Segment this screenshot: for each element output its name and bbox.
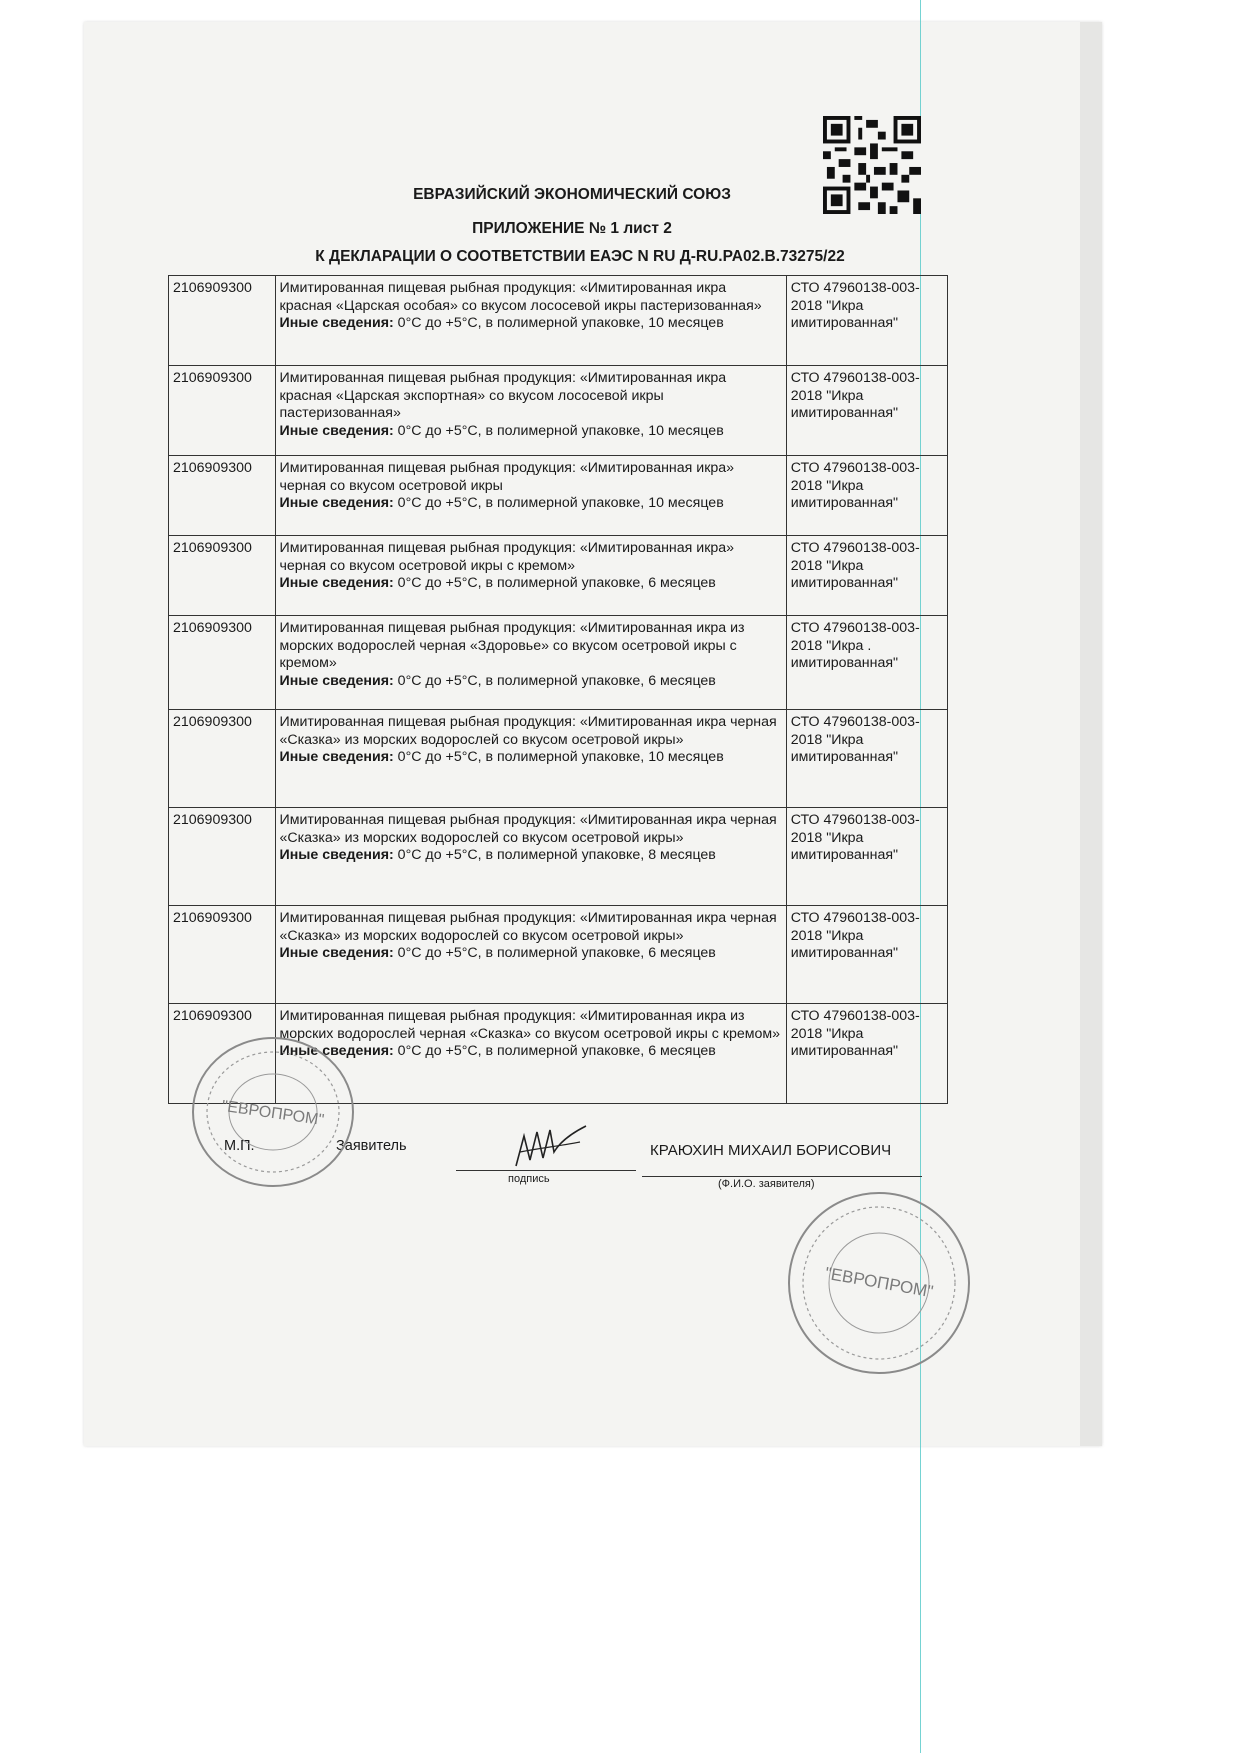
appendix-title: ПРИЛОЖЕНИЕ № 1 лист 2 (472, 220, 672, 237)
hs-code: 2106909300 (169, 906, 276, 1004)
other-info-label: Иные сведения: (279, 315, 394, 331)
table-row (169, 808, 948, 906)
other-info-label: Иные сведения: (279, 749, 394, 765)
product-description: Имитированная пищевая рыбная продукция: «Имитированная икра из морских водорослей черная «Сказка» со вкусом осетровой икры с кремом» (279, 1008, 781, 1042)
company-stamp-left (188, 1032, 358, 1192)
signature-line (456, 1170, 636, 1171)
scan-edge (1080, 22, 1102, 1446)
standard-reference: СТО 47960138-003-2018 "Икра имитированная" (786, 366, 947, 456)
product-description: Имитированная пищевая рыбная продукция: «Имитированная икра черная «Сказка» из морских водорослей со вкусом осетровой икры» (279, 714, 777, 748)
hs-code: 2106909300 (169, 616, 276, 710)
standard-reference: СТО 47960138-003-2018 "Икра имитированная" (786, 536, 947, 616)
name-caption: (Ф.И.О. заявителя) (718, 1178, 815, 1190)
hs-code: 2106909300 (169, 276, 276, 366)
product-description: Имитированная пищевая рыбная продукция: «Имитированная икра» черная со вкусом осетровой икры (279, 460, 735, 494)
other-info-value: 0°С до +5°С, в полимерной упаковке, 10 месяцев (393, 422, 724, 439)
declaration-title: К ДЕКЛАРАЦИИ О СООТВЕТСТВИИ ЕАЭС N RU Д-RU.PA02.B.73275/22 (315, 248, 845, 265)
signature-caption: подпись (508, 1173, 550, 1185)
applicant-name: КРАЮХИН МИХАИЛ БОРИСОВИЧ (650, 1142, 892, 1159)
product-description: Имитированная пищевая рыбная продукция: «Имитированная икра красная «Царская экспортная» со вкусом лососевой икры пастеризованная» (279, 370, 727, 421)
table-row (169, 710, 948, 808)
standard-reference: СТО 47960138-003-2018 "Икра имитированная" (786, 808, 947, 906)
other-info-value: 0°С до +5°С, в полимерной упаковке, 6 месяцев (393, 672, 716, 689)
table-row (169, 276, 948, 366)
product-description-cell (275, 456, 786, 536)
hs-code: 2106909300 (169, 456, 276, 536)
standard-reference: СТО 47960138-003-2018 "Икра имитированная" (786, 456, 947, 536)
products-table (168, 275, 948, 1104)
hs-code: 2106909300 (169, 710, 276, 808)
other-info-label: Иные сведения: (279, 672, 394, 689)
product-description-cell (275, 366, 786, 456)
other-info-label: Иные сведения: (279, 495, 394, 511)
product-description: Имитированная пищевая рыбная продукция: «Имитированная икра черная «Сказка» из морских водорослей со вкусом осетровой икры» (279, 910, 777, 944)
standard-reference: СТО 47960138-003-2018 "Икра . имитированная" (786, 616, 947, 710)
qr-code-icon (822, 116, 922, 214)
applicant-label: Заявитель (336, 1138, 407, 1154)
hs-code: 2106909300 (169, 808, 276, 906)
other-info-value: 0°С до +5°С, в полимерной упаковке, 6 месяцев (393, 1043, 716, 1059)
stamp-right-text: "ЕВРОПРОМ" (823, 1263, 935, 1302)
product-description-cell (275, 276, 786, 366)
signature-icon (510, 1122, 590, 1172)
table-row (169, 616, 948, 710)
table-row (169, 536, 948, 616)
product-description-cell (275, 536, 786, 616)
seal-label: М.П. (224, 1138, 255, 1154)
table-row (169, 366, 948, 456)
product-description: Имитированная пищевая рыбная продукция: «Имитированная икра из морских водорослей черная «Здоровье» со вкусом осетровой икры с кремом» (279, 620, 745, 671)
table-row (169, 906, 948, 1004)
other-info-label: Иные сведения: (279, 945, 394, 961)
standard-reference: СТО 47960138-003-2018 "Икра имитированная" (786, 710, 947, 808)
other-info-label: Иные сведения: (279, 847, 394, 863)
other-info-label: Иные сведения: (279, 1043, 394, 1059)
standard-reference: СТО 47960138-003-2018 "Икра имитированная" (786, 1004, 947, 1104)
hs-code: 2106909300 (169, 536, 276, 616)
stamp-left-text: "ЕВРОПРОМ" (220, 1097, 326, 1130)
standard-reference: СТО 47960138-003-2018 "Икра имитированная" (786, 276, 947, 366)
product-description-cell (275, 906, 786, 1004)
other-info-value: 0°С до +5°С, в полимерной упаковке, 10 месяцев (393, 315, 724, 331)
company-stamp-right (784, 1188, 974, 1378)
other-info-label: Иные сведения: (279, 575, 394, 591)
standard-reference: СТО 47960138-003-2018 "Икра имитированная" (786, 906, 947, 1004)
other-info-value: 0°С до +5°С, в полимерной упаковке, 10 месяцев (393, 749, 724, 765)
product-description: Имитированная пищевая рыбная продукция: «Имитированная икра» черная со вкусом осетровой икры с кремом» (279, 540, 735, 574)
table-row (169, 456, 948, 536)
hs-code: 2106909300 (169, 366, 276, 456)
hs-code: 2106909300 (169, 1004, 276, 1104)
product-description-cell (275, 808, 786, 906)
other-info-value: 0°С до +5°С, в полимерной упаковке, 6 месяцев (393, 945, 716, 961)
product-description-cell (275, 616, 786, 710)
other-info-value: 0°С до +5°С, в полимерной упаковке, 10 месяцев (393, 495, 724, 511)
other-info-value: 0°С до +5°С, в полимерной упаковке, 6 месяцев (393, 575, 716, 591)
product-description: Имитированная пищевая рыбная продукция: «Имитированная икра черная «Сказка» из морских водорослей со вкусом осетровой икры» (279, 812, 777, 846)
name-line (642, 1176, 922, 1177)
product-description: Имитированная пищевая рыбная продукция: «Имитированная икра красная «Царская особая» со вкусом лососевой икры пастеризованная» (279, 280, 762, 314)
union-title: ЕВРАЗИЙСКИЙ ЭКОНОМИЧЕСКИЙ СОЮЗ (413, 186, 731, 203)
other-info-value: 0°С до +5°С, в полимерной упаковке, 8 месяцев (393, 847, 716, 863)
other-info-label: Иные сведения: (279, 422, 394, 439)
product-description-cell (275, 710, 786, 808)
